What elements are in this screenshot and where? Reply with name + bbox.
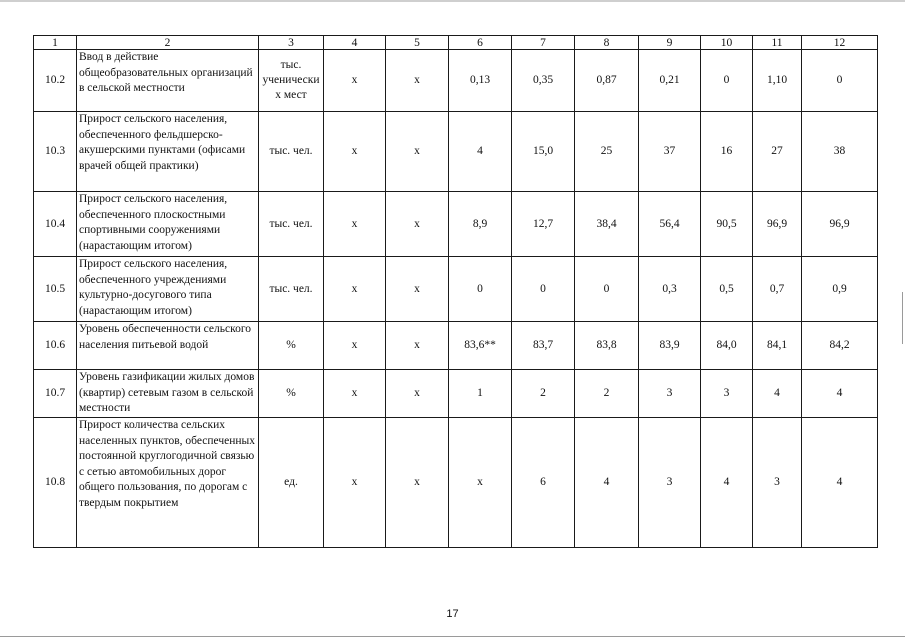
value-cell: 4 [753, 370, 802, 418]
row-id: 10.4 [34, 192, 77, 257]
value-cell: 38 [802, 112, 878, 192]
value-cell: х [386, 112, 449, 192]
value-cell: 25 [575, 112, 639, 192]
value-cell: 0,5 [701, 257, 753, 322]
value-cell: 0,35 [512, 50, 575, 112]
row-id: 10.5 [34, 257, 77, 322]
table-row [34, 322, 878, 370]
row-description: Уровень газификации жилых домов (квартир) сетевым газом в сельской местности [77, 370, 259, 418]
value-cell: 0,7 [753, 257, 802, 322]
value-cell: х [324, 370, 386, 418]
value-cell: 84,1 [753, 322, 802, 370]
value-cell: 4 [575, 418, 639, 548]
value-cell: х [386, 50, 449, 112]
header-cell: 8 [575, 36, 639, 50]
value-cell: 15,0 [512, 112, 575, 192]
value-cell: х [386, 370, 449, 418]
table-row [34, 257, 878, 322]
row-unit: % [259, 322, 324, 370]
row-unit: тыс. чел. [259, 257, 324, 322]
header-cell: 2 [77, 36, 259, 50]
header-cell: 3 [259, 36, 324, 50]
value-cell: 37 [639, 112, 701, 192]
page-top-edge [0, 0, 905, 2]
value-cell: х [324, 192, 386, 257]
header-cell: 4 [324, 36, 386, 50]
row-id: 10.3 [34, 112, 77, 192]
row-id: 10.8 [34, 418, 77, 548]
row-description: Прирост количества сельских населенных пунктов, обеспеченных постоянной круглогодичной связью с сетью автомобильных дорог общего пользования, по дорогам с твердым покрытием [77, 418, 259, 548]
value-cell: х [449, 418, 512, 548]
value-cell: 3 [639, 418, 701, 548]
table-row [34, 50, 878, 112]
value-cell: 3 [701, 370, 753, 418]
value-cell: 3 [639, 370, 701, 418]
value-cell: х [386, 418, 449, 548]
value-cell: 0,87 [575, 50, 639, 112]
value-cell: х [324, 257, 386, 322]
value-cell: 12,7 [512, 192, 575, 257]
value-cell: 3 [753, 418, 802, 548]
value-cell: 0,3 [639, 257, 701, 322]
row-description: Уровень обеспеченности сельского населения питьевой водой [77, 322, 259, 370]
row-unit: тыс. ученически х мест [259, 50, 324, 112]
value-cell: 6 [512, 418, 575, 548]
header-cell: 5 [386, 36, 449, 50]
value-cell: 1,10 [753, 50, 802, 112]
table-header-row [34, 36, 878, 50]
value-cell: х [324, 112, 386, 192]
row-description: Ввод в действие общеобразовательных организаций в сельской местности [77, 50, 259, 112]
indicators-table [33, 35, 878, 548]
row-id: 10.7 [34, 370, 77, 418]
row-description: Прирост сельского населения, обеспеченного плоскостными спортивными сооружениями (нарастающим итогом) [77, 192, 259, 257]
table-row [34, 370, 878, 418]
value-cell: 38,4 [575, 192, 639, 257]
value-cell: 0 [802, 50, 878, 112]
page-bottom-edge [0, 636, 905, 637]
value-cell: 4 [802, 370, 878, 418]
row-id: 10.6 [34, 322, 77, 370]
row-id: 10.2 [34, 50, 77, 112]
value-cell: 0 [449, 257, 512, 322]
value-cell: х [324, 50, 386, 112]
value-cell: х [386, 257, 449, 322]
page-side-mark [902, 292, 903, 344]
value-cell: 84,2 [802, 322, 878, 370]
value-cell: 90,5 [701, 192, 753, 257]
value-cell: 56,4 [639, 192, 701, 257]
value-cell: х [324, 418, 386, 548]
header-cell: 9 [639, 36, 701, 50]
value-cell: 2 [512, 370, 575, 418]
header-cell: 1 [34, 36, 77, 50]
header-cell: 7 [512, 36, 575, 50]
value-cell: 16 [701, 112, 753, 192]
row-unit: тыс. чел. [259, 192, 324, 257]
row-description: Прирост сельского населения, обеспеченного фельдшерско-акушерскими пунктами (офисами врачей общей практики) [77, 112, 259, 192]
header-cell: 11 [753, 36, 802, 50]
value-cell: 4 [701, 418, 753, 548]
table-row [34, 418, 878, 548]
header-cell: 10 [701, 36, 753, 50]
value-cell: 96,9 [753, 192, 802, 257]
value-cell: 96,9 [802, 192, 878, 257]
value-cell: 83,8 [575, 322, 639, 370]
value-cell: 2 [575, 370, 639, 418]
header-cell: 12 [802, 36, 878, 50]
value-cell: х [324, 322, 386, 370]
value-cell: 0 [512, 257, 575, 322]
table-row [34, 192, 878, 257]
row-description: Прирост сельского населения, обеспеченного учреждениями культурно-досугового типа (нарастающим итогом) [77, 257, 259, 322]
value-cell: 0,21 [639, 50, 701, 112]
value-cell: 4 [449, 112, 512, 192]
value-cell: 4 [802, 418, 878, 548]
value-cell: 0,9 [802, 257, 878, 322]
value-cell: 83,6** [449, 322, 512, 370]
header-cell: 6 [449, 36, 512, 50]
value-cell: 83,9 [639, 322, 701, 370]
value-cell: 0 [701, 50, 753, 112]
page-number: 17 [446, 608, 459, 620]
row-unit: % [259, 370, 324, 418]
value-cell: 8,9 [449, 192, 512, 257]
table-row [34, 112, 878, 192]
value-cell: 84,0 [701, 322, 753, 370]
value-cell: х [386, 322, 449, 370]
value-cell: 83,7 [512, 322, 575, 370]
value-cell: 27 [753, 112, 802, 192]
value-cell: х [386, 192, 449, 257]
value-cell: 1 [449, 370, 512, 418]
value-cell: 0,13 [449, 50, 512, 112]
value-cell: 0 [575, 257, 639, 322]
row-unit: ед. [259, 418, 324, 548]
row-unit: тыс. чел. [259, 112, 324, 192]
